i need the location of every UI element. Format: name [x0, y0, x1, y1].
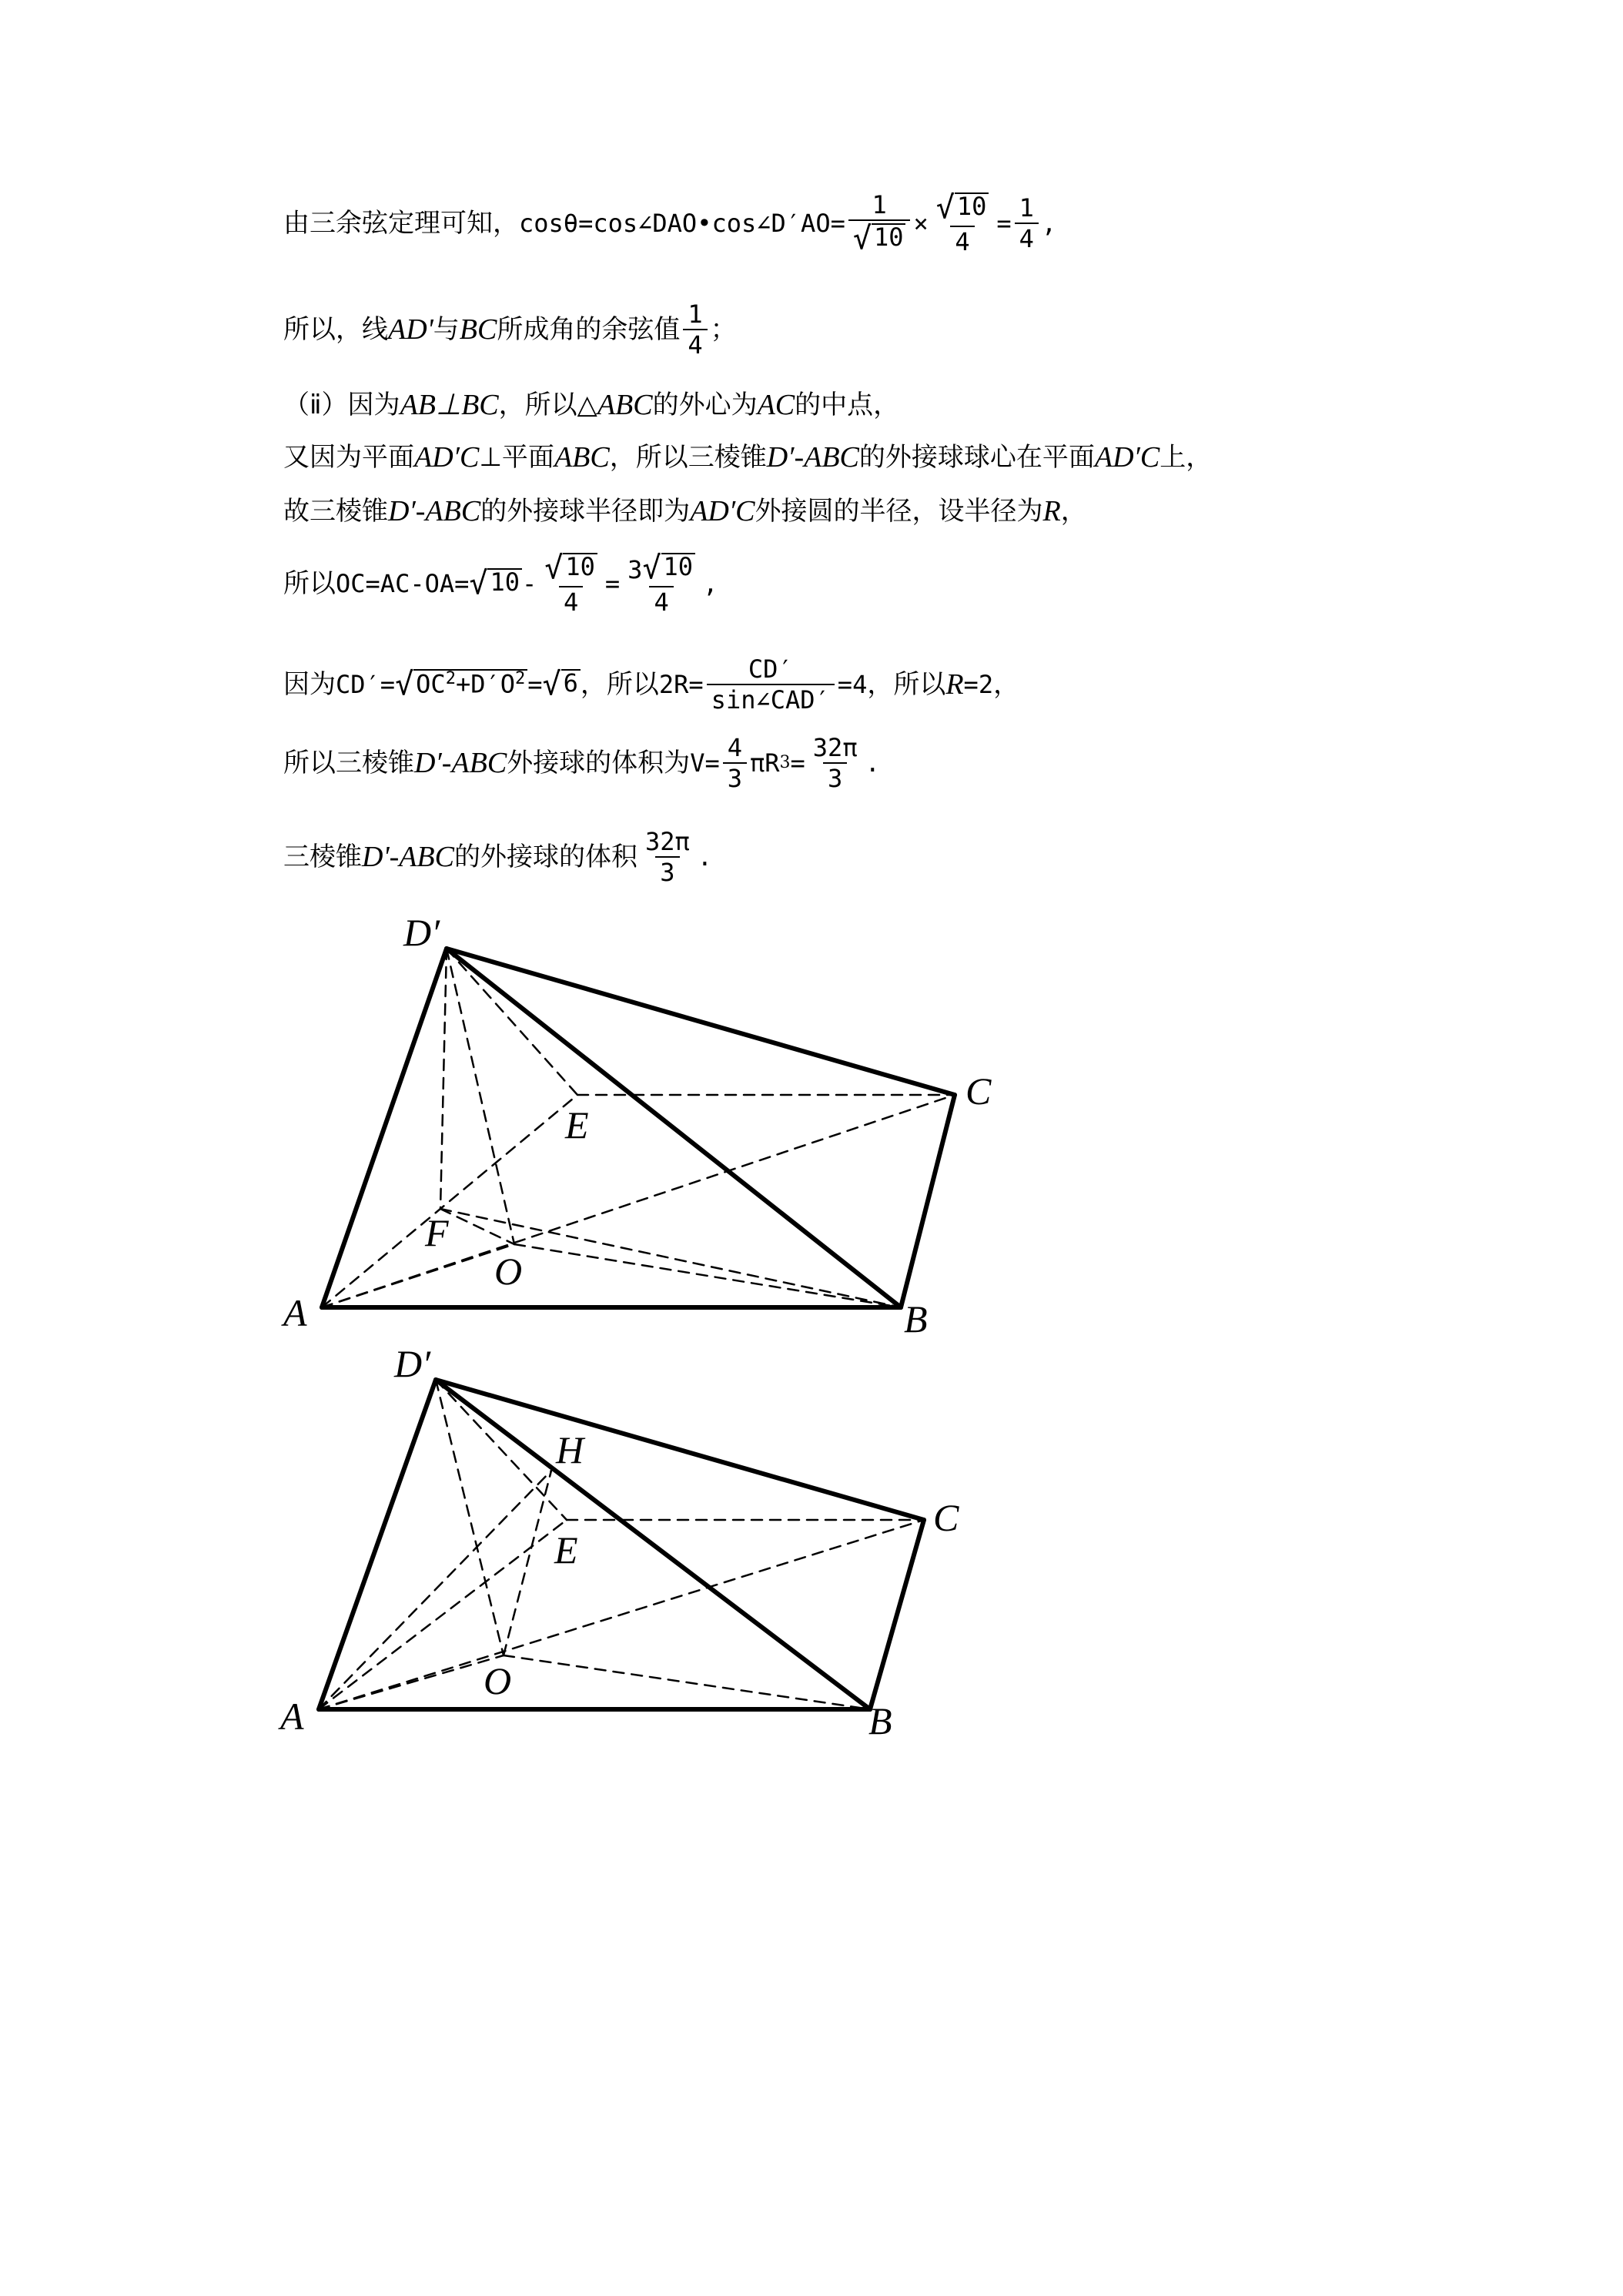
sqrt-icon: √	[852, 221, 872, 256]
text: 所成角的余弦值	[497, 314, 681, 345]
text: 所以三棱锥	[283, 748, 414, 778]
text: 三棱锥	[283, 842, 362, 872]
math-expr: R	[1042, 495, 1061, 527]
label-H: H	[556, 1428, 584, 1471]
math-expr: ABC	[597, 389, 653, 421]
math-expr: ABC	[554, 441, 610, 474]
label-D: D′	[403, 911, 440, 954]
text: 所以，线	[283, 314, 388, 345]
label-A: A	[280, 1695, 304, 1738]
comma: ,	[703, 569, 718, 598]
radicand: 10	[955, 192, 989, 223]
pi: π	[749, 748, 765, 778]
math-var: R	[945, 668, 964, 701]
label-E: E	[554, 1528, 578, 1571]
numerator: CD′	[748, 654, 793, 684]
minus: -	[522, 569, 537, 598]
text: 的外接球半径即为	[480, 496, 691, 527]
exponent: 3	[779, 753, 791, 772]
label-O: O	[484, 1659, 512, 1702]
label-D: D′	[394, 1342, 431, 1385]
math-expr: OC=AC-OA=	[336, 569, 470, 598]
edge-BC	[870, 1520, 924, 1709]
denominator: sin∠CAD′	[707, 684, 835, 712]
denominator: 3	[723, 762, 747, 791]
sqrt-icon: √	[935, 190, 955, 226]
segment: AC	[757, 389, 795, 421]
label-B: B	[904, 1297, 928, 1340]
text: ，所以	[580, 669, 659, 700]
math-expr: AD′C	[414, 441, 480, 474]
text: ，	[993, 669, 1020, 700]
text: 所以	[283, 568, 336, 599]
math-expr: D'-ABC	[362, 841, 454, 873]
text: 的外心为	[652, 390, 758, 420]
edge-AE	[319, 1520, 567, 1709]
edge-DC	[436, 1380, 924, 1520]
coefficient: 3	[627, 555, 643, 584]
text: ，	[1060, 496, 1087, 527]
equals: =	[527, 670, 543, 699]
math-expr: CD′=	[336, 670, 396, 699]
radicand: 10	[872, 223, 906, 254]
period: .	[697, 842, 713, 872]
math-expr: D′-ABC	[414, 747, 507, 779]
radicand: 10	[563, 553, 597, 584]
period: .	[865, 748, 880, 778]
text: 故三棱锥	[283, 496, 388, 527]
denominator: 4	[683, 329, 707, 357]
text: （ⅱ）因为	[283, 390, 400, 420]
denominator: 4	[950, 226, 974, 254]
text: 又因为平面	[283, 442, 414, 473]
times-sign: ×	[913, 209, 929, 238]
denominator: 4	[559, 586, 583, 614]
text: 因为	[283, 669, 336, 700]
math-expr: V=	[690, 748, 720, 778]
sqrt-icon: √	[642, 551, 661, 586]
text: 的外接球球心在平面	[858, 442, 1095, 473]
math-expr: AB⊥BC	[400, 389, 499, 421]
sqrt-icon: √	[542, 667, 561, 702]
math-expr: AD′C	[1094, 441, 1160, 474]
equals: =	[604, 569, 621, 598]
math-expr: D′-ABC	[766, 441, 859, 474]
math-expr: D′-ABC	[388, 495, 481, 527]
denominator: 4	[1015, 223, 1039, 251]
math-var: R	[765, 748, 780, 778]
text: ⊥平面	[479, 442, 554, 473]
label-F: F	[425, 1211, 449, 1254]
comma: ,	[1041, 209, 1057, 238]
numerator: 1	[688, 300, 703, 329]
math-expr: AD′C	[690, 495, 755, 527]
numerator: 1	[1019, 193, 1034, 223]
numerator: 4	[727, 733, 742, 762]
text: 由三余弦定理可知，	[283, 208, 519, 239]
text: 的中点，	[795, 390, 900, 420]
label-E: E	[565, 1103, 589, 1146]
radicand: OC	[416, 669, 446, 699]
equals: =	[790, 748, 805, 778]
text: 外接球的体积为	[507, 748, 691, 778]
text: ，所以△	[498, 390, 597, 420]
segment: AD'	[388, 313, 433, 346]
text: 与	[433, 314, 460, 345]
edge-OB	[504, 1655, 870, 1709]
denominator: 4	[649, 586, 673, 614]
label-C: C	[965, 1069, 992, 1113]
radicand: 10	[661, 553, 696, 584]
numerator: 32π	[645, 827, 690, 856]
radicand: 6	[561, 669, 581, 700]
exponent: 2	[515, 669, 526, 688]
sqrt-icon: √	[395, 667, 414, 702]
text: 上，	[1160, 442, 1213, 473]
equals: =	[996, 209, 1012, 238]
edge-AO	[319, 1655, 504, 1709]
label-A: A	[283, 1291, 307, 1334]
math-expr: =2	[963, 670, 994, 699]
math-expr: =4	[837, 670, 868, 699]
text: ，所以	[867, 669, 946, 700]
numerator: 1	[872, 190, 887, 219]
label-C: C	[933, 1496, 959, 1539]
text: ；	[710, 314, 737, 345]
radicand: +D′O	[455, 669, 515, 699]
text: 外接圆的半径，设半径为	[755, 496, 1043, 527]
sqrt-icon: √	[544, 551, 564, 586]
math-expr: cosθ=cos∠DAO•cos∠D′AO=	[519, 209, 845, 238]
segment: BC	[459, 313, 497, 346]
denominator: 3	[823, 762, 847, 791]
numerator: 32π	[812, 733, 858, 762]
radicand: 10	[487, 568, 522, 599]
math-expr: 2R=	[658, 670, 704, 699]
label-B: B	[868, 1699, 892, 1742]
exponent: 2	[445, 669, 456, 688]
denominator: 3	[655, 856, 679, 885]
sqrt-icon: √	[469, 566, 488, 601]
text: ，所以三棱锥	[609, 442, 767, 473]
edge-AD	[319, 1380, 436, 1709]
label-O: O	[494, 1250, 523, 1293]
text: 的外接球的体积	[454, 842, 637, 872]
